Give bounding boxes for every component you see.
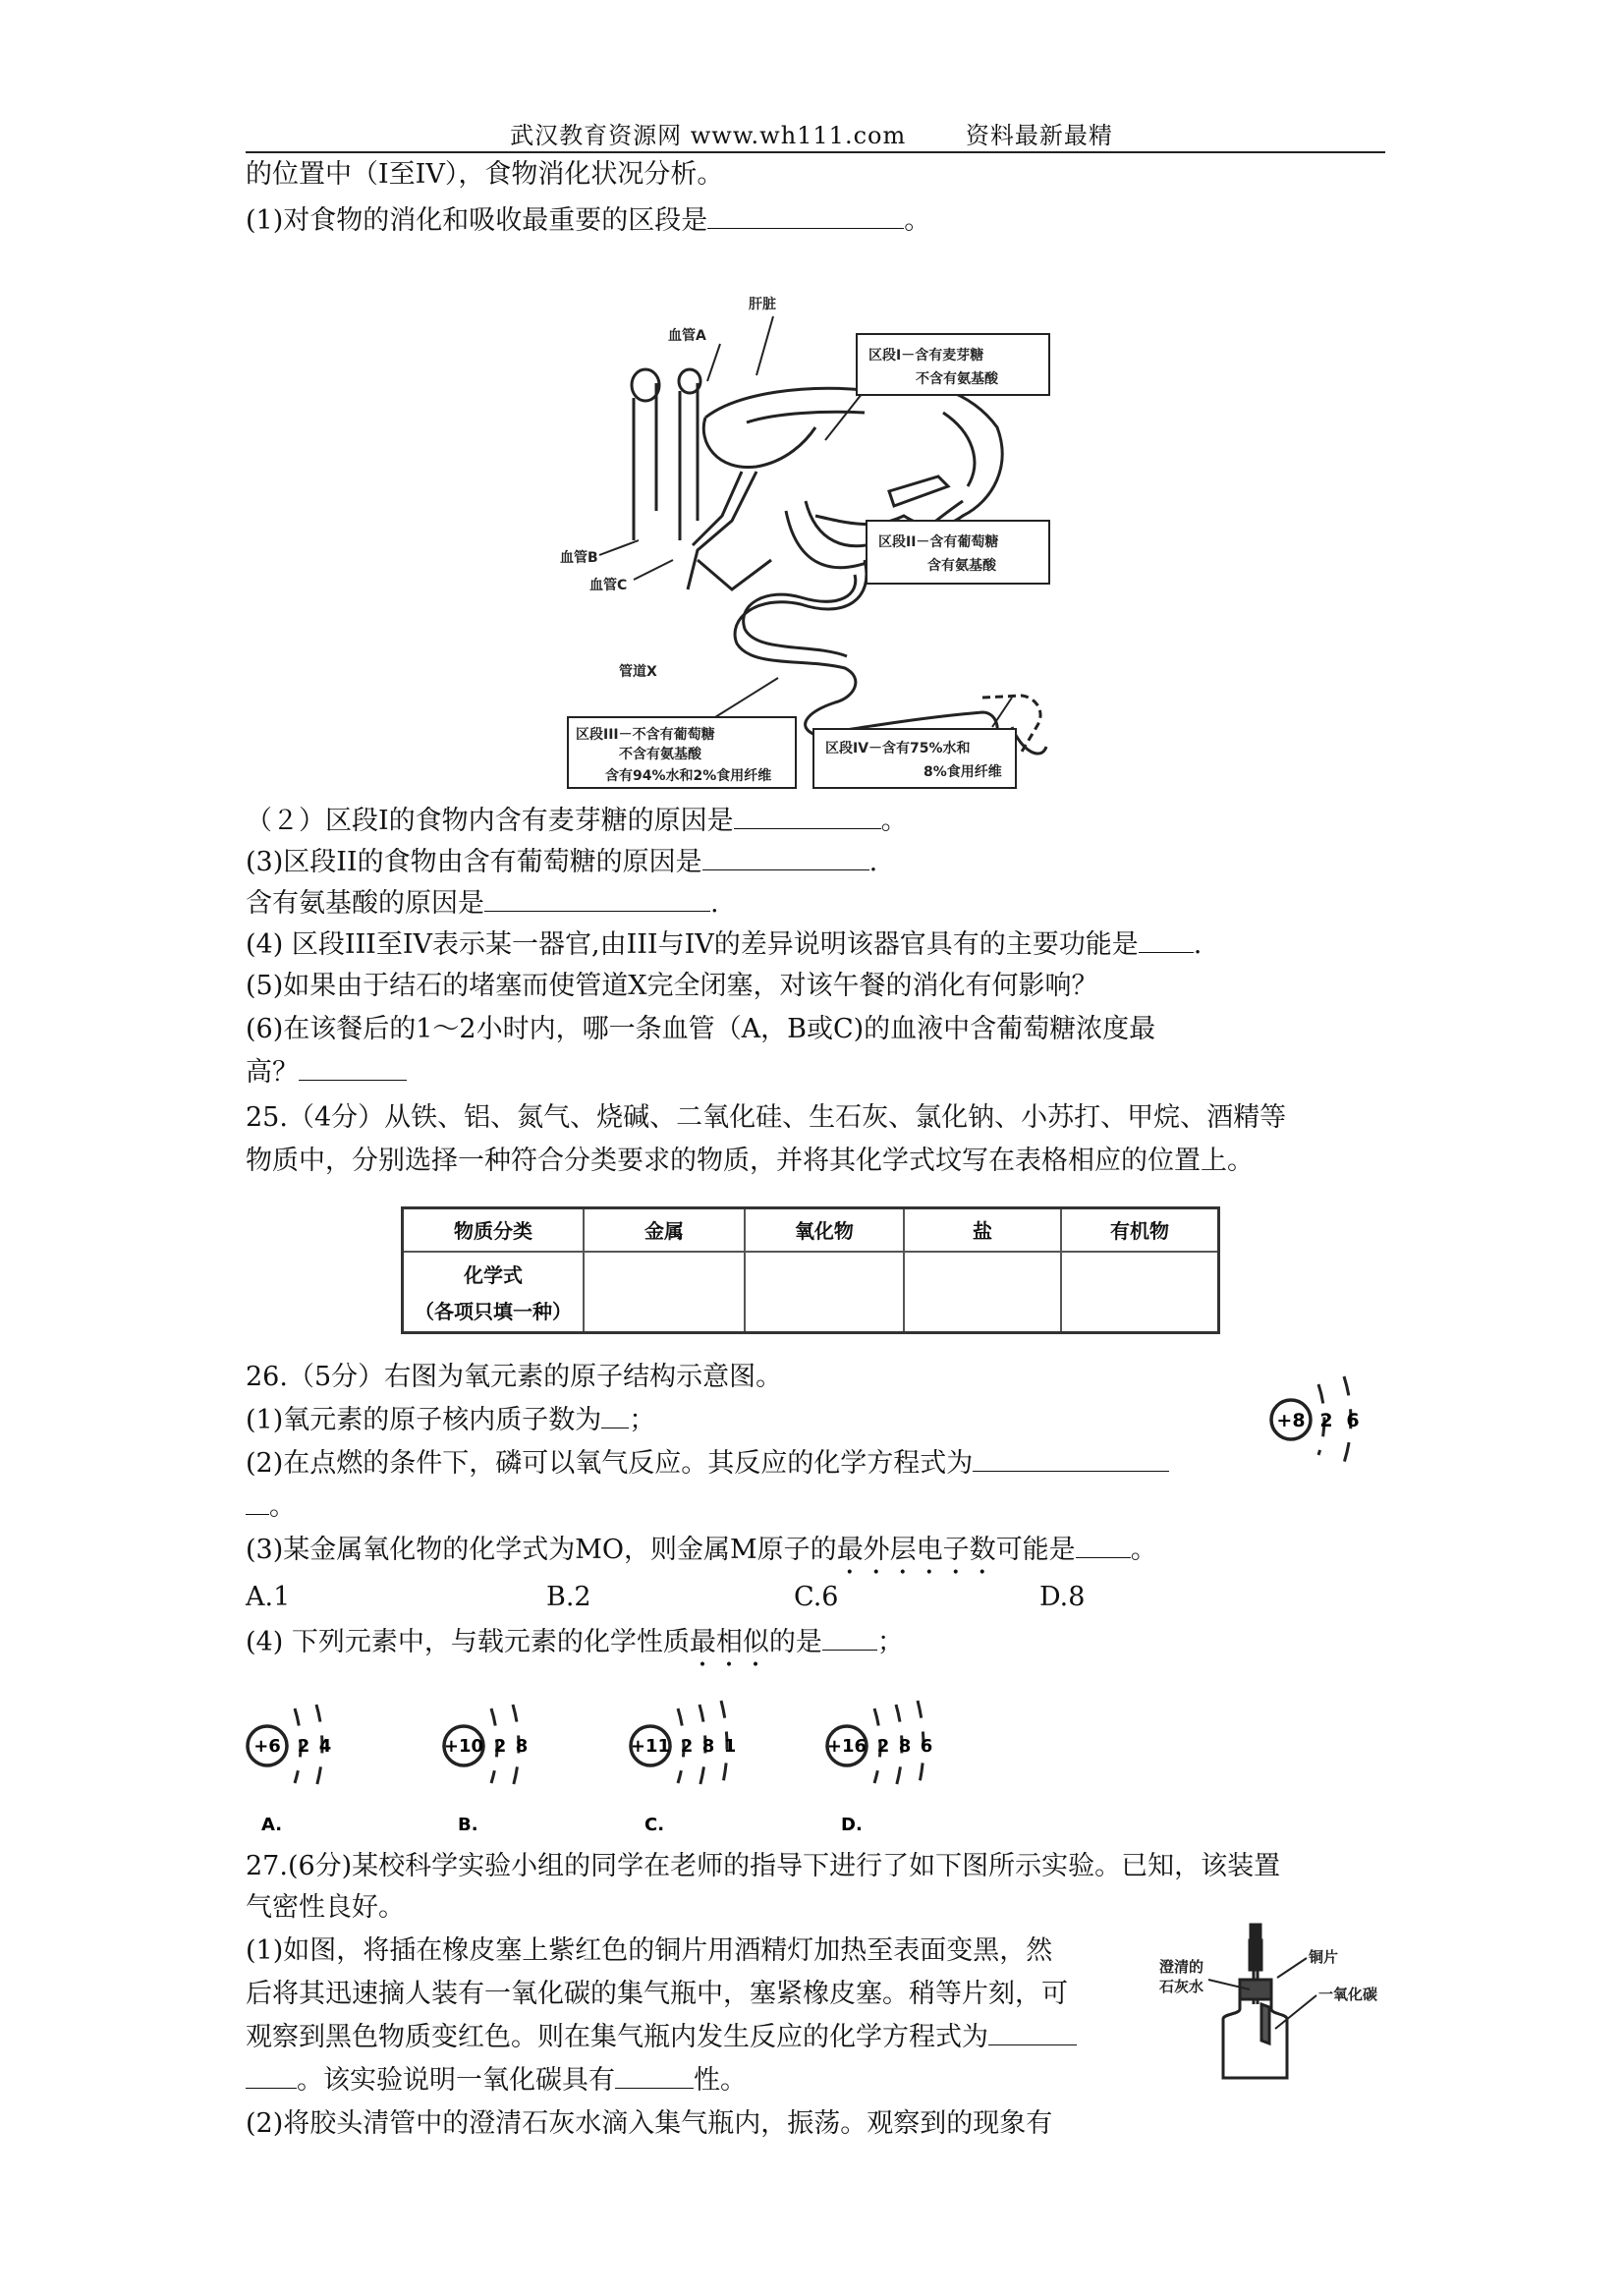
- label-vessel-a: 血管A: [668, 328, 706, 344]
- svg-text:含有氨基酸: 含有氨基酸: [927, 558, 996, 574]
- svg-text:含有94%水和2%食用纤维: 含有94%水和2%食用纤维: [605, 768, 772, 784]
- option-letter: C.: [644, 1815, 665, 1835]
- svg-text:不含有氨基酸: 不含有氨基酸: [916, 371, 998, 387]
- question-25-line-1: 25.（4分）从铁、铝、氮气、烧碱、二氧化硅、生石灰、氯化钠、小苏打、甲烷、酒精等: [246, 1102, 1287, 1133]
- page-header: [0, 116, 1623, 150]
- answer-blank[interactable]: [822, 1624, 877, 1651]
- table-cell-salt[interactable]: [904, 1252, 1061, 1333]
- answer-blank[interactable]: [973, 1445, 1169, 1472]
- label-segment-2: 区段II－含有葡萄糖: [878, 534, 999, 550]
- option-d[interactable]: D.8: [1039, 1582, 1086, 1612]
- table-header: 盐: [904, 1208, 1061, 1252]
- atom-option-c[interactable]: [631, 1701, 736, 1835]
- table-header: 有机物: [1061, 1208, 1219, 1252]
- answer-blank[interactable]: [707, 202, 904, 229]
- label-duct-x: 管道X: [619, 664, 657, 680]
- question-27-line-2: 气密性良好。: [246, 1892, 405, 1923]
- shell-count: 8: [515, 1736, 529, 1757]
- option-b[interactable]: B.2: [546, 1582, 591, 1612]
- shell-count: 8: [898, 1736, 912, 1757]
- shell-count: 2: [680, 1736, 694, 1757]
- question-3a: (3)区段II的食物由含有葡萄糖的原因是 .: [246, 843, 1395, 882]
- svg-text:8%食用纤维: 8%食用纤维: [923, 764, 1002, 780]
- question-1: (1)对食物的消化和吸收最重要的区段是 。: [246, 201, 1395, 241]
- nucleus-label: +10: [443, 1736, 484, 1757]
- table-header: 物质分类: [403, 1208, 584, 1252]
- atom-option-a[interactable]: [248, 1705, 331, 1835]
- svg-text:石灰水: 石灰水: [1159, 1978, 1204, 1995]
- question-6b: 高？: [246, 1053, 1395, 1092]
- answer-blank[interactable]: [246, 1488, 269, 1515]
- table-header: 氧化物: [745, 1208, 904, 1252]
- answer-blank[interactable]: [615, 2062, 694, 2089]
- table-cell-oxide[interactable]: [745, 1252, 904, 1333]
- shell-count: 1: [723, 1736, 737, 1757]
- label-vessel-c: 血管C: [589, 578, 628, 593]
- label-liver: 肝脏: [749, 297, 776, 312]
- question-27-line-1: 27.(6分)某校科学实验小组的同学在老师的指导下进行了如下图所示实验。已知，该装置: [246, 1851, 1281, 1881]
- text-line: 的位置中（I至IV），食物消化状况分析。: [246, 159, 724, 190]
- nucleus-label: +8: [1276, 1410, 1306, 1431]
- answer-blank[interactable]: [734, 803, 881, 829]
- question-26-2-cont: 。: [246, 1487, 1395, 1527]
- table-row-label: 化学式 （各项只填一种）: [403, 1252, 584, 1333]
- question-6a: (6)在该餐后的1～2小时内，哪一条血管（A，B或C)的血液中含葡萄糖浓度最: [246, 1014, 1156, 1044]
- option-letter: A.: [261, 1815, 283, 1835]
- liver-outline: [703, 418, 815, 468]
- nucleus-label: +11: [630, 1736, 671, 1757]
- option-a[interactable]: A.1: [246, 1582, 291, 1612]
- option-letter: D.: [841, 1815, 863, 1835]
- question-27-1d: 。该实验说明一氧化碳具有 性。: [246, 2061, 1395, 2100]
- answer-blank[interactable]: [246, 2062, 297, 2089]
- option-c[interactable]: C.6: [794, 1582, 839, 1612]
- question-27-2: (2)将胶头清管中的澄清石灰水滴入集气瓶内，振荡。观察到的现象有: [246, 2108, 1053, 2139]
- answer-blank[interactable]: [988, 2019, 1077, 2045]
- atom-option-b[interactable]: [444, 1705, 528, 1835]
- header-tagline: 资料最新最精: [965, 122, 1113, 149]
- gas-bottle-apparatus: [1159, 1921, 1454, 2088]
- shell-count: 2: [1319, 1410, 1333, 1431]
- answer-blank[interactable]: [484, 885, 710, 912]
- question-26: 26.（5分）右图为氧元素的原子结构示意图。: [246, 1362, 783, 1392]
- label-segment-4: 区段IV－含有75%水和: [825, 741, 971, 756]
- question-26-2: (2)在点燃的条件下，磷可以氧气反应。其反应的化学方程式为: [246, 1444, 1395, 1484]
- svg-text:不含有氨基酸: 不含有氨基酸: [619, 747, 701, 762]
- oxygen-atom-diagram: [1267, 1371, 1375, 1469]
- question-27-1a: (1)如图，将插在橡皮塞上紫红色的铜片用酒精灯加热至表面变黑，然: [246, 1935, 1053, 1966]
- answer-blank[interactable]: [601, 1402, 629, 1428]
- label-carbon-monoxide: 一氧化碳: [1318, 1986, 1378, 2003]
- gas-bottle: [1223, 1999, 1287, 2078]
- question-26-4: (4) 下列元素中，与载元素的化学性质最相似的是 ；: [246, 1623, 1395, 1673]
- table-header: 金属: [584, 1208, 745, 1252]
- table-cell-organic[interactable]: [1061, 1252, 1219, 1333]
- nucleus-label: +16: [826, 1736, 867, 1757]
- question-3b: 含有氨基酸的原因是 .: [246, 884, 1395, 924]
- label-limewater: 澄清的: [1159, 1958, 1204, 1976]
- shell-count: 8: [701, 1736, 715, 1757]
- question-27-1b: 后将其迅速摘人装有一氧化碳的集气瓶中，塞紧橡皮塞。稍等片刻，可: [246, 1979, 1068, 2009]
- label-segment-3: 区段III－不含有葡萄糖: [576, 727, 715, 743]
- table-cell-metal[interactable]: [584, 1252, 745, 1333]
- option-letter: B.: [458, 1815, 478, 1835]
- label-vessel-b: 血管B: [560, 550, 598, 566]
- question-26-3: (3)某金属氧化物的化学式为MO，则金属M原子的最外层电子数可能是 。: [246, 1531, 1395, 1581]
- header-site: 武汉教育资源网 www.wh111.com: [510, 122, 907, 149]
- digestive-system-diagram: [550, 265, 1100, 796]
- question-25-line-2: 物质中，分别选择一种符合分类要求的物质，并将其化学式坟写在表格相应的位置上。: [246, 1146, 1254, 1176]
- shell-count: 2: [297, 1736, 310, 1757]
- shell-count: 2: [493, 1736, 507, 1757]
- copper-sheet: [1261, 2004, 1269, 2044]
- answer-blank[interactable]: [702, 844, 869, 870]
- shell-count: 4: [318, 1736, 332, 1757]
- shell-count: 6: [1346, 1410, 1360, 1431]
- label-copper: 铜片: [1309, 1948, 1339, 1966]
- small-intestine: [735, 560, 997, 742]
- label-segment-1: 区段I－含有麦芽糖: [868, 348, 984, 364]
- question-4: (4) 区段III至IV表示某一器官,由III与IV的差异说明该器官具有的主要功能是 .: [246, 925, 1395, 965]
- answer-blank[interactable]: [1076, 1532, 1131, 1558]
- nucleus-label: +6: [253, 1736, 281, 1757]
- shell-count: 2: [876, 1736, 890, 1757]
- shell-count: 6: [920, 1736, 933, 1757]
- question-27-1c: 观察到黑色物质变红色。则在集气瓶内发生反应的化学方程式为: [246, 2018, 1395, 2057]
- header-rule: [246, 151, 1385, 153]
- atom-option-d[interactable]: [827, 1701, 932, 1835]
- blood-vessels: [634, 383, 698, 540]
- classification-table: [401, 1206, 1220, 1334]
- question-5: (5)如果由于结石的堵塞而使管道X完全闭塞，对该午餐的消化有何影响？: [246, 971, 1098, 1001]
- question-26-1: (1)氧元素的原子核内质子数为 ；: [246, 1401, 1395, 1440]
- atom-options: [246, 1695, 1032, 1842]
- answer-blank[interactable]: [1139, 926, 1194, 953]
- answer-blank[interactable]: [299, 1054, 407, 1081]
- question-2: （２）区段I的食物内含有麦芽糖的原因是 。: [246, 802, 1395, 841]
